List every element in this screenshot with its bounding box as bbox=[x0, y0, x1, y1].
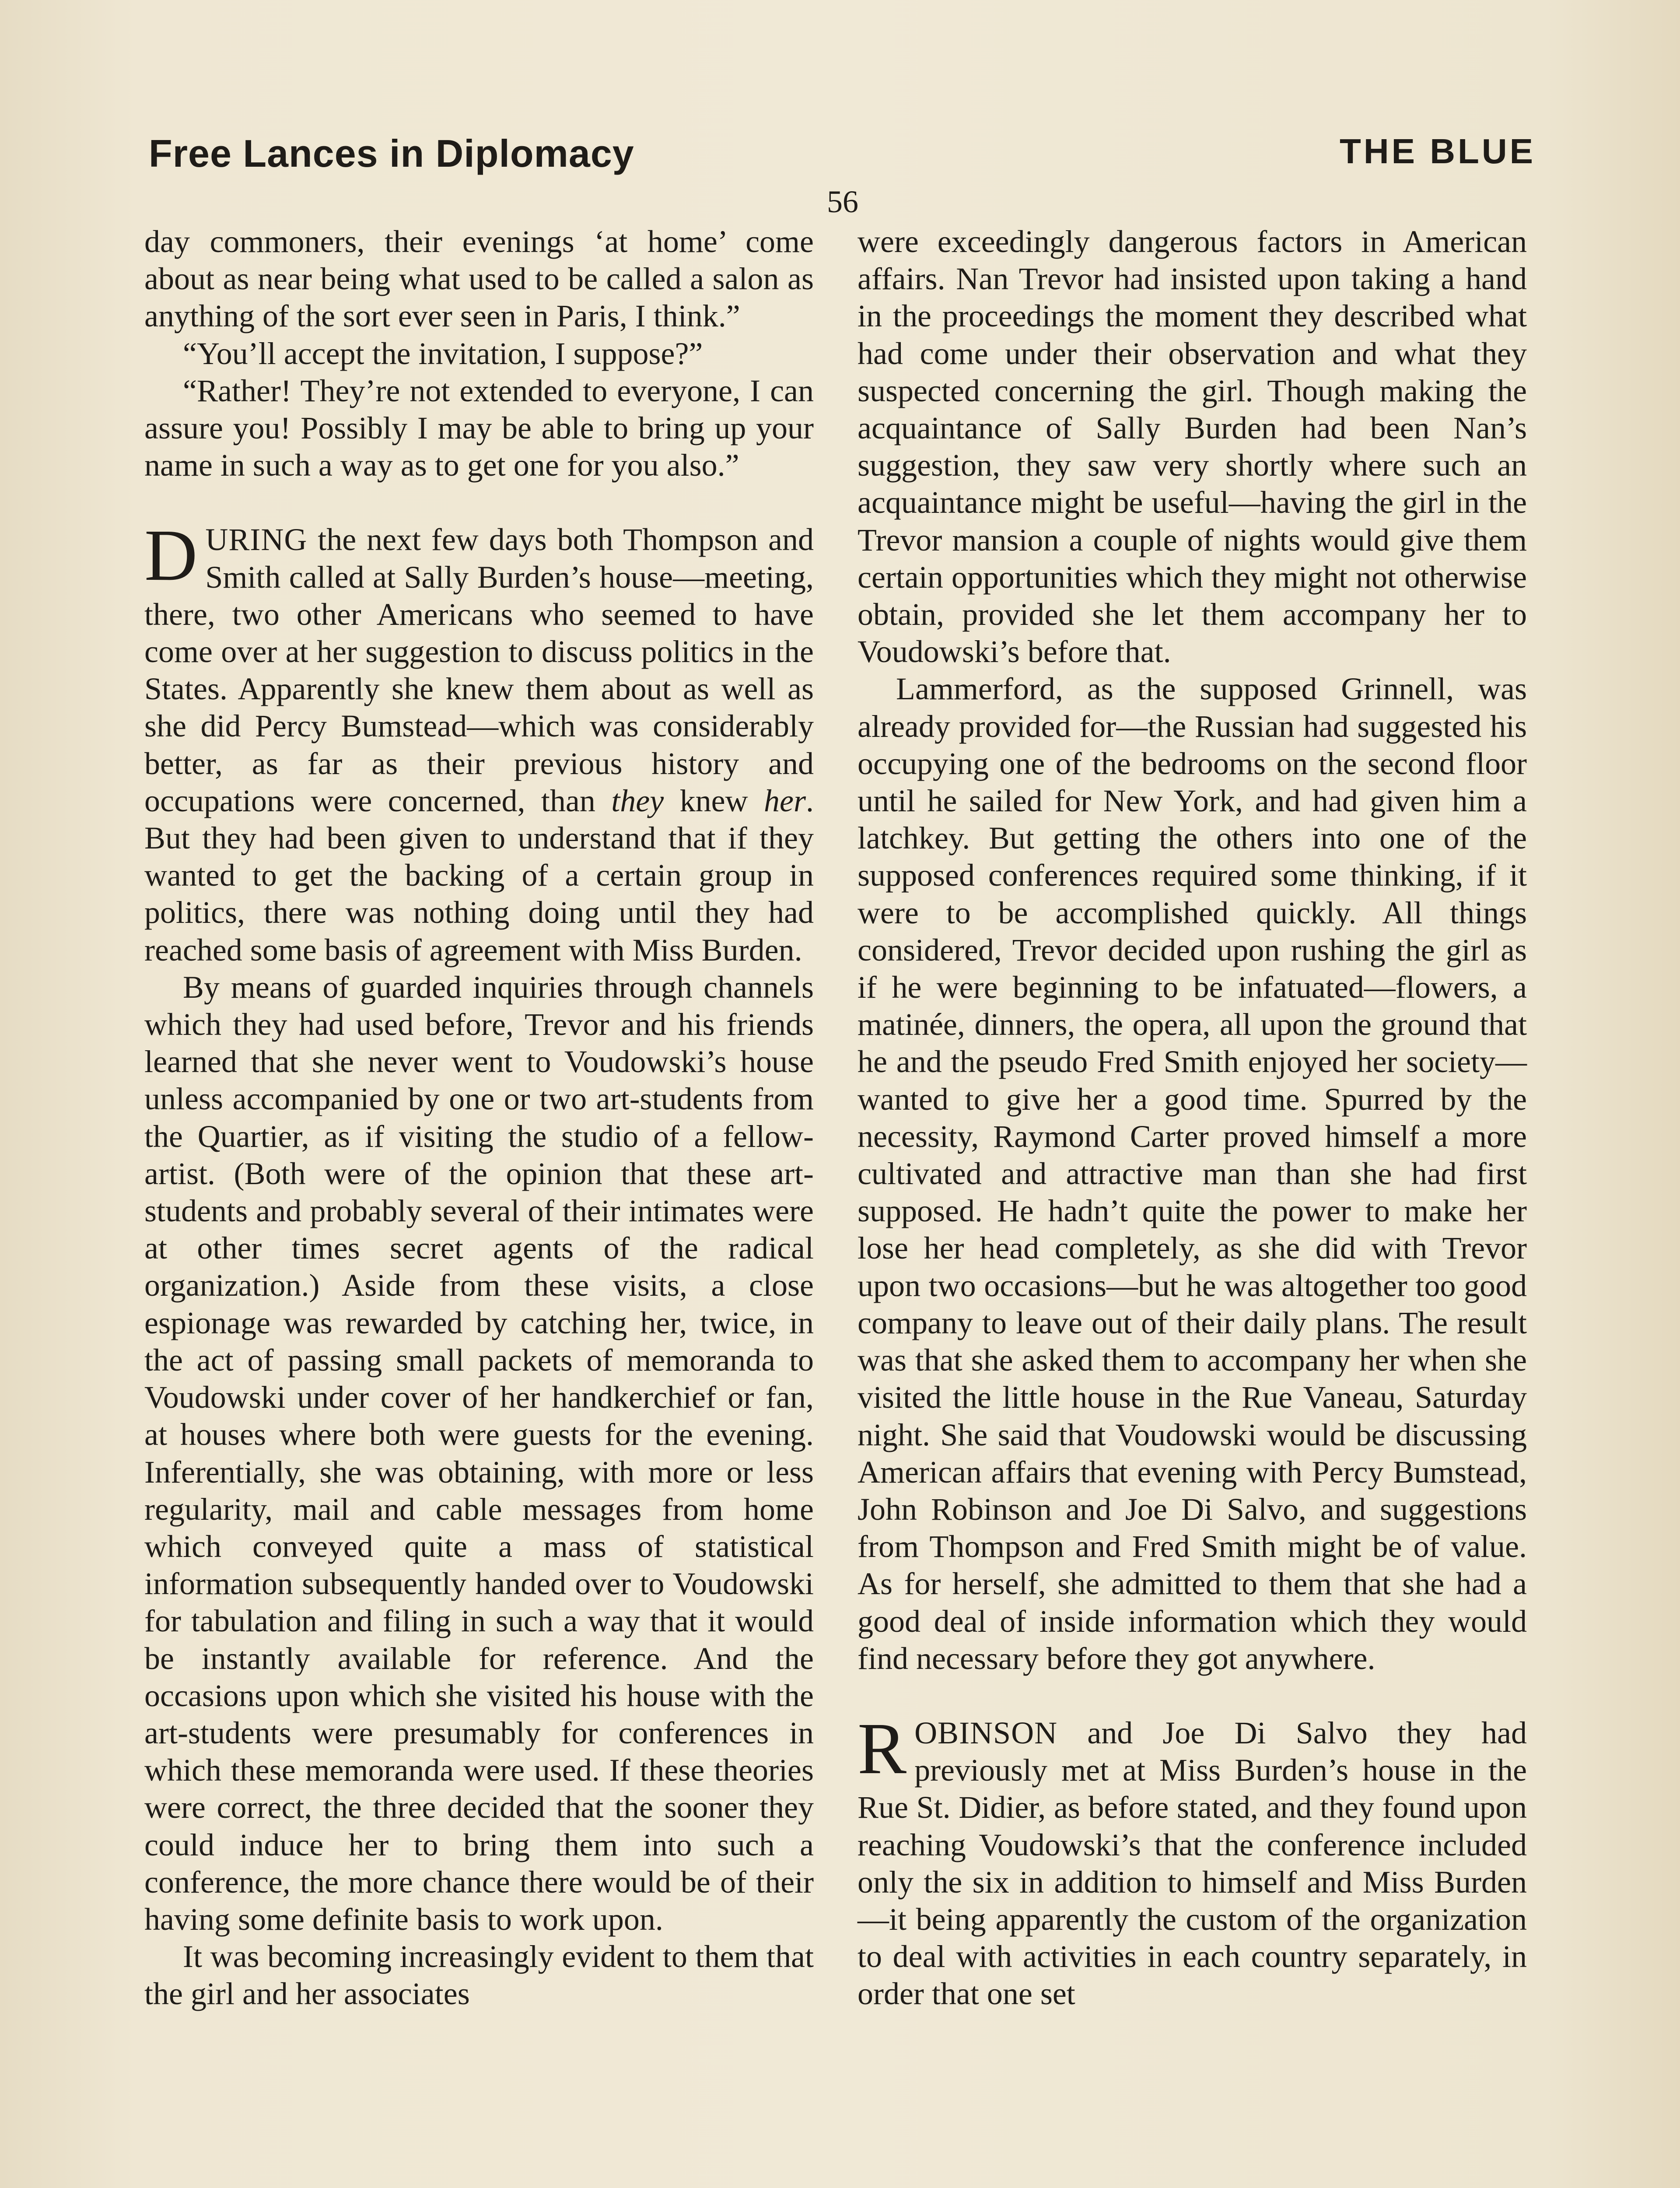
section-opening-paragraph bbox=[144, 515, 814, 968]
page-number: 56 bbox=[827, 184, 858, 219]
paragraph: were exceedingly dangerous factors in American affairs. Nan Trevor had insisted upon taking a hand in the proceedings the moment they described what had come under their observation and what they suspected concerning the girl. Though making the acquaintance of Sally Burden had been Nan’s suggestion, they saw very shortly where such an acquaintance might be useful—having the girl in the Trevor mansion a couple of nights would give them certain opportunities which they might not otherwise obtain, provided she let them accompany her to Voudowski’s before that. bbox=[858, 224, 1527, 670]
drop-cap: R bbox=[858, 1708, 907, 1789]
magazine-name: THE BLUE bbox=[1340, 132, 1536, 171]
story-title: Free Lances in Diplomacy bbox=[149, 132, 634, 175]
paragraph-text: knew bbox=[664, 783, 764, 818]
left-column bbox=[144, 223, 814, 2013]
paragraph-text: the next few days both Thompson and Smith called at Sally Burden’s house—meeting, there, two other Americans who seemed to have come over at her suggestion to discuss politics in the States. Apparently she knew them about as well as she did Percy Bumstead—which was considerably better, as far as their previous history and occupations were concerned, than bbox=[144, 522, 814, 818]
paragraph: day commoners, their evenings ‘at home’ come about as near being what used to be called a salon as anything of the sort ever seen in Paris, I think.” bbox=[144, 224, 814, 334]
paragraph: “Rather! They’re not extended to everyone, I can assure you! Possibly I may be able to bring up your name in such a way as to get one for you also.” bbox=[144, 373, 814, 483]
section-opening-paragraph bbox=[858, 1708, 1527, 2013]
paragraph-text: . But they had been given to understand that if they wanted to get the backing of a certain group in politics, there was nothing doing until they had reached some basis of agreement with Miss Burden. bbox=[144, 783, 814, 968]
paragraph: Lammerford, as the supposed Grinnell, was already provided for—the Russian had suggested his occupying one of the bedrooms on the second floor until he sailed for New York, and had given him a latchkey. But getting the others into one of the supposed conferences required some thinking, if it were to be accomplished quickly. All things considered, Trevor decided upon rushing the girl as if he were beginning to be infatuated—flowers, a matinée, dinners, the opera, all upon the ground that he and the pseudo Fred Smith enjoyed her society—wanted to give her a good time. Spurred by the necessity, Raymond Carter proved himself a more cultivated and attractive man than she had first supposed. He hadn’t quite the power to make her lose her head completely, as she did with Trevor upon two occasions—but he was altogether too good company to leave out of their daily plans. The result was that she asked them to accompany her when she visited the little house in the Rue Vaneau, Saturday night. She said that Voudowski would be discussing American affairs that evening with Percy Bumstead, John Robinson and Joe Di Salvo, and suggestions from Thompson and Fred Smith might be of value. As for herself, she admitted to them that she had a good deal of inside information which they would find necessary before they got anywhere. bbox=[858, 671, 1527, 1676]
paragraph: “You’ll accept the invitation, I suppose?” bbox=[183, 336, 703, 371]
italic-word: they bbox=[611, 783, 664, 818]
small-caps-word: URING bbox=[205, 522, 308, 558]
right-column bbox=[858, 223, 1527, 2013]
italic-word: her bbox=[764, 783, 806, 818]
paragraph-text: and Joe Di Salvo they had previously met at Miss Burden’s house in the Rue St. Didier, as before stated, and they found upon reaching Voudowski’s that the conference included only the six in addition to himself and Miss Burden—it being apparently the custom of the organization to deal with activities in each country separately, in order that one set bbox=[858, 1715, 1527, 2012]
small-caps-word: OBINSON bbox=[914, 1715, 1058, 1750]
drop-cap: D bbox=[144, 515, 198, 596]
paragraph: By means of guarded inquiries through channels which they had used before, Trevor and his friends learned that she never went to Voudowski’s house unless accompanied by one or two art-students from the Quartier, as if visiting the studio of a fellow-artist. (Both were of the opinion that these art-students and probably several of their intimates were at other times secret agents of the radical organization.) Aside from these visits, a close espionage was rewarded by catching her, twice, in the act of passing small packets of memoranda to Voudowski under cover of her handkerchief or fan, at houses where both were guests for the evening. Inferentially, she was obtaining, with more or less regularity, mail and cable messages from home which conveyed quite a mass of statistical information subsequently handed over to Voudowski for tabulation and filing in such a way that it would be instantly available for reference. And the occasions upon which she visited his house with the art-students were presumably for conferences in which these memoranda were used. If these theories were correct, the three decided that the sooner they could induce her to bring them into such a conference, the more chance there would be of their having some definite basis to work upon. bbox=[144, 969, 814, 1937]
paragraph: It was becoming increasingly evident to them that the girl and her associates bbox=[144, 1939, 814, 2012]
